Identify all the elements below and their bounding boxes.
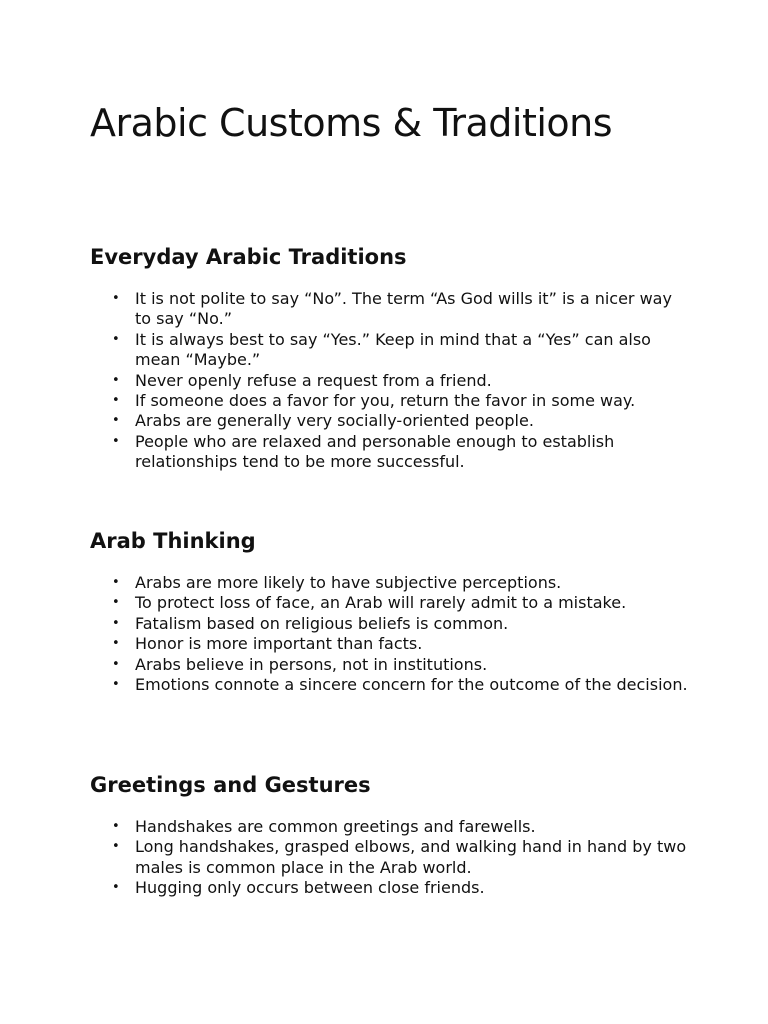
- bullet-icon: •: [112, 393, 120, 409]
- list-item-text: Fatalism based on religious beliefs is common.: [135, 613, 509, 633]
- list-item-text: Never openly refuse a request from a friend.: [135, 370, 492, 390]
- list-item: [90, 411, 690, 431]
- list-item-text: To protect loss of face, an Arab will rarely admit to a mistake.: [135, 593, 627, 613]
- bullet-icon: •: [112, 819, 120, 834]
- section-greetings-gestures: [90, 771, 690, 899]
- bullet-icon: •: [112, 595, 120, 611]
- list-item-text: Arabs believe in persons, not in institutions.: [135, 654, 488, 674]
- list-item-text: Honor is more important than facts.: [135, 634, 423, 654]
- list-item: [90, 371, 690, 391]
- bullet-list: [90, 573, 690, 695]
- list-item: [90, 391, 690, 411]
- bullet-icon: •: [112, 372, 120, 388]
- list-item-text: Arabs are generally very socially-oriented people.: [135, 411, 534, 431]
- list-item: [90, 289, 690, 330]
- list-item-text: Handshakes are common greetings and farewells.: [135, 817, 536, 836]
- list-item: [90, 817, 690, 837]
- section-heading: Everyday Arabic Traditions: [90, 245, 407, 269]
- bullet-list: [90, 289, 690, 473]
- list-item-text: Hugging only occurs between close friends.: [135, 878, 485, 898]
- list-item: [90, 837, 690, 878]
- section-heading: Greetings and Gestures: [90, 773, 371, 797]
- list-item-text: If someone does a favor for you, return the favor in some way.: [135, 391, 636, 411]
- list-item-text: Arabs are more likely to have subjective perceptions.: [135, 573, 562, 592]
- bullet-icon: •: [112, 636, 120, 652]
- list-item: [90, 614, 690, 634]
- bullet-icon: •: [112, 677, 120, 693]
- bullet-icon: •: [112, 575, 120, 590]
- list-item-text: Long handshakes, grasped elbows, and walking hand in hand by two males is common place in the Arab world.: [135, 837, 687, 877]
- bullet-list: [90, 817, 690, 899]
- list-item: [90, 330, 690, 371]
- section-heading: Arab Thinking: [90, 529, 256, 553]
- bullet-icon: •: [112, 433, 120, 449]
- list-item-text: It is always best to say “Yes.” Keep in mind that a “Yes” can also mean “Maybe.”: [135, 329, 651, 370]
- list-item: [90, 593, 690, 613]
- list-item: [90, 634, 690, 654]
- section-arab-thinking: [90, 527, 690, 695]
- bullet-icon: •: [112, 331, 120, 347]
- list-item: [90, 675, 690, 695]
- bullet-icon: •: [112, 615, 120, 631]
- list-item: [90, 655, 690, 675]
- list-item-text: Emotions connote a sincere concern for the outcome of the decision.: [135, 675, 688, 695]
- section-everyday-traditions: [90, 243, 690, 473]
- list-item: [90, 432, 690, 473]
- list-item: [90, 573, 690, 593]
- document-title: Arabic Customs & Traditions: [90, 101, 613, 145]
- bullet-icon: •: [112, 413, 120, 429]
- bullet-icon: •: [112, 656, 120, 672]
- bullet-icon: •: [112, 880, 120, 896]
- list-item-text: It is not polite to say “No”. The term “As God wills it” is a nicer way to say “No.”: [135, 289, 672, 329]
- list-item-text: People who are relaxed and personable enough to establish relationships tend to be more successful.: [135, 431, 615, 472]
- bullet-icon: •: [112, 291, 120, 306]
- list-item: [90, 878, 690, 898]
- bullet-icon: •: [112, 839, 120, 855]
